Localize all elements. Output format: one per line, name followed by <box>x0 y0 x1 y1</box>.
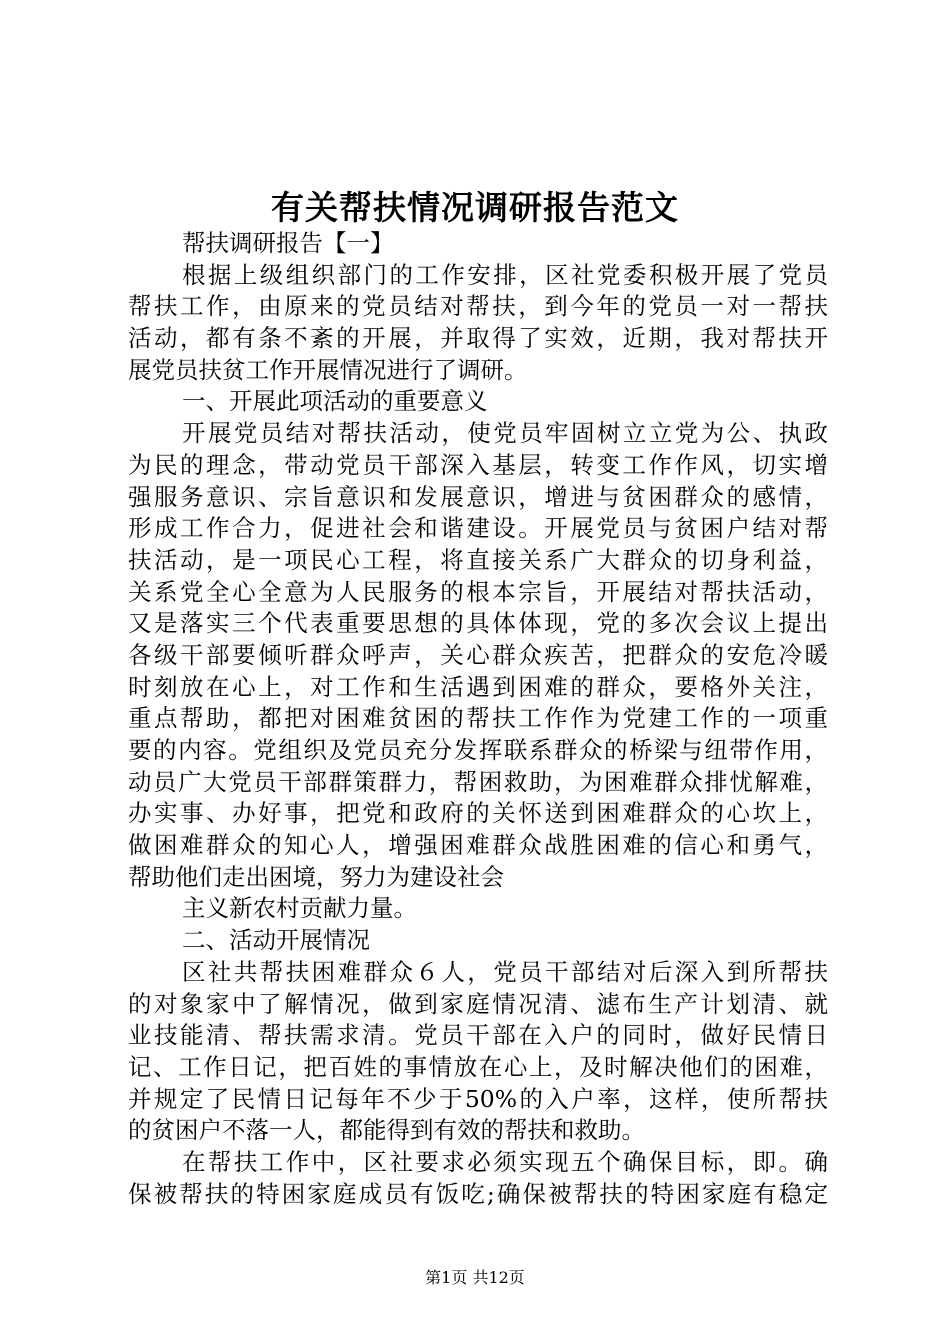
text-line: 强服务意识、宗旨意识和发展意识，增进与贫困群众的感情， <box>128 482 828 511</box>
text-line: 各级干部要倾听群众呼声，关心群众疾苦，把群众的安危冷暖 <box>128 640 828 669</box>
text-line: 活动，都有条不紊的开展，并取得了实效，近期，我对帮扶开 <box>128 324 828 353</box>
text-line: 展党员扶贫工作开展情况进行了调研。 <box>128 355 528 384</box>
text-line: 要的内容。党组织及党员充分发挥联系群众的桥梁与纽带作用， <box>128 736 828 764</box>
text-line: 动员广大党员干部群策群力，帮困救助，为困难群众排忧解难， <box>128 767 828 796</box>
text-line: 根据上级组织部门的工作安排，区社党委积极开展了党员 <box>182 260 828 289</box>
text-line: 为民的理念，带动党员干部深入基层，转变工作作风，切实增 <box>128 450 828 479</box>
text-line: 帮扶调研报告【一】 <box>182 229 394 257</box>
text-line: 帮助他们走出困境，努力为建设社会 <box>128 862 504 891</box>
text-line: 关系党全心全意为人民服务的根本宗旨，开展结对帮扶活动， <box>128 577 828 606</box>
text-line: 业技能清、帮扶需求清。党员干部在入户的同时，做好民情日 <box>128 1021 828 1050</box>
text-line: 记、工作日记，把百姓的事情放在心上，及时解决他们的困难， <box>128 1052 828 1081</box>
document-body <box>128 228 828 1210</box>
text-line: 扶活动，是一项民心工程，将直接关系广大群众的切身利益， <box>128 545 828 574</box>
text-line: 一、开展此项活动的重要意义 <box>182 387 488 416</box>
document-title: 有关帮扶情况调研报告范文 <box>271 188 679 227</box>
text-line: 做困难群众的知心人，增强困难群众战胜困难的信心和勇气， <box>128 831 828 860</box>
text-line: 时刻放在心上，对工作和生活遇到困难的群众，要格外关注， <box>128 672 828 701</box>
text-line: 开展党员结对帮扶活动，使党员牢固树立立党为公、执政 <box>182 419 828 448</box>
text-line: 区社共帮扶困难群众６人，党员干部结对后深入到所帮扶 <box>182 957 828 986</box>
text-line: 的贫困户不落一人，都能得到有效的帮扶和救助。 <box>128 1116 645 1145</box>
text-line: 帮扶工作，由原来的党员结对帮扶，到今年的党员一对一帮扶 <box>128 292 828 321</box>
text-line: 形成工作合力，促进社会和谐建设。开展党员与贫困户结对帮 <box>128 514 828 543</box>
text-line: 的对象家中了解情况，做到家庭情况清、滤布生产计划清、就 <box>128 989 828 1018</box>
text-line: 办实事、办好事，把党和政府的关怀送到困难群众的心坎上， <box>128 799 828 828</box>
text-line: 并规定了民情日记每年不少于50%的入户率，这样，使所帮扶 <box>128 1084 828 1113</box>
text-line: 保被帮扶的特困家庭成员有饭吃;确保被帮扶的特困家庭有稳定 <box>128 1179 828 1208</box>
text-line: 又是落实三个代表重要思想的具体体现，党的多次会议上提出 <box>128 609 828 638</box>
text-line: 在帮扶工作中，区社要求必须实现五个确保目标，即。确 <box>182 1147 828 1176</box>
page-footer: 第1页 共12页 <box>425 1268 525 1287</box>
text-line: 二、活动开展情况 <box>182 926 370 955</box>
text-line: 主义新农村贡献力量。 <box>182 894 417 923</box>
text-line: 重点帮助，都把对困难贫困的帮扶工作作为党建工作的一项重 <box>128 704 828 733</box>
